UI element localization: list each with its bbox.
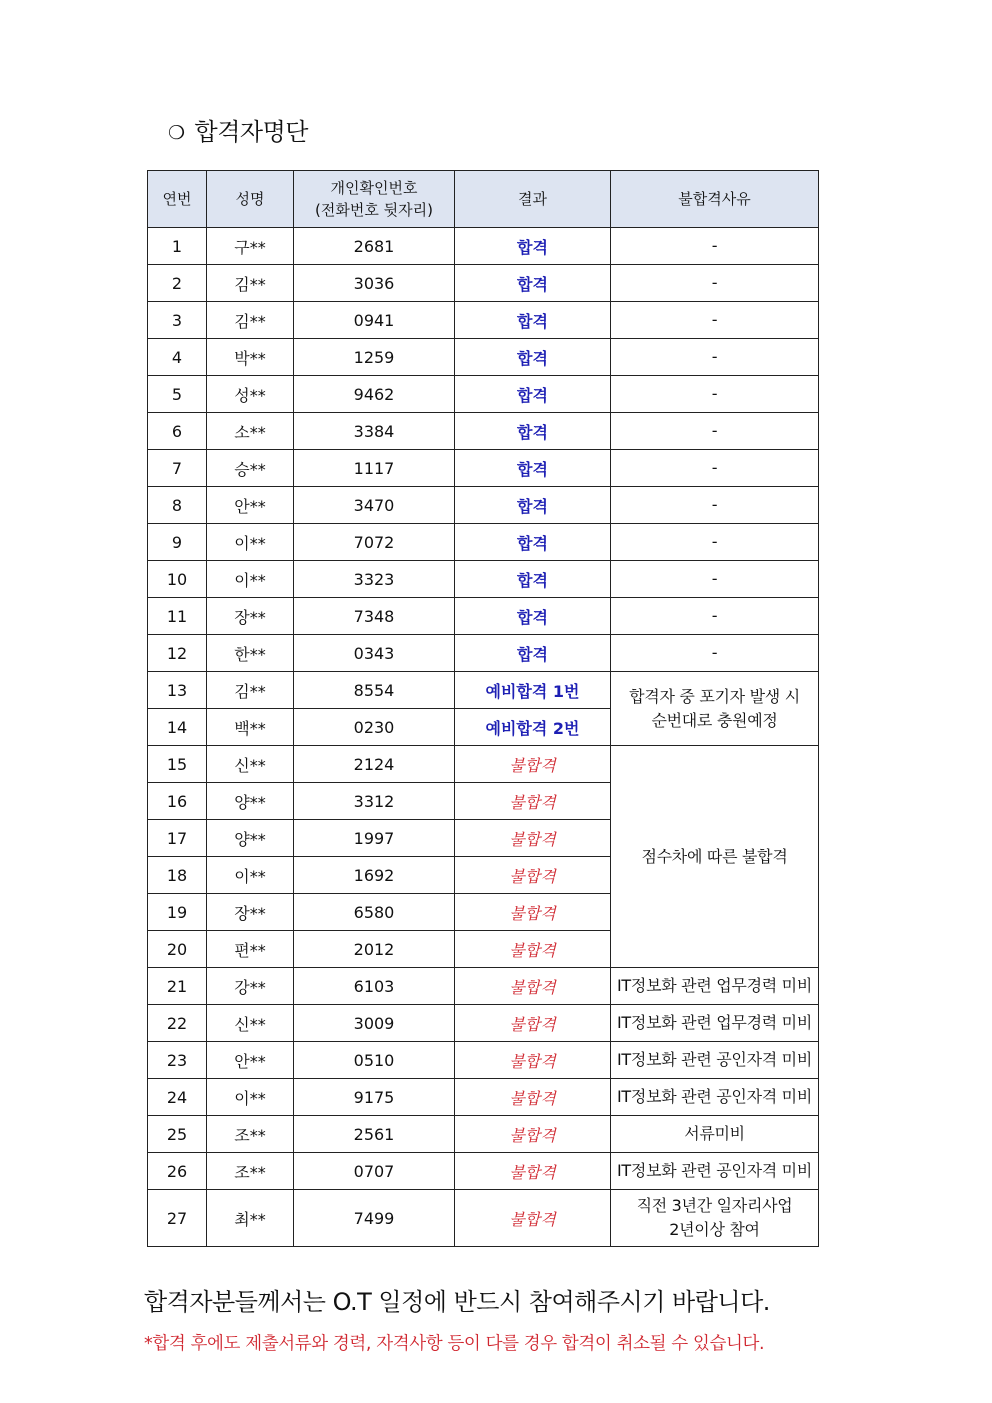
- row-name: 승**: [207, 450, 294, 487]
- header-id-line1: 개인확인번호: [330, 179, 418, 197]
- row-id: 6580: [294, 894, 455, 931]
- row-name: 신**: [207, 746, 294, 783]
- table-row: [148, 1005, 819, 1042]
- row-no: 16: [148, 783, 207, 820]
- reason-line2: 2년이상 참여: [669, 1220, 760, 1239]
- row-reason: IT정보화 관련 업무경력 미비: [611, 968, 819, 1005]
- row-result: 불합격: [455, 931, 611, 968]
- table-row: [148, 635, 819, 672]
- row-name: 이**: [207, 561, 294, 598]
- table-row: [148, 265, 819, 302]
- row-no: 21: [148, 968, 207, 1005]
- row-no: 18: [148, 857, 207, 894]
- row-reason: 서류미비: [611, 1116, 819, 1153]
- row-result: 불합격: [455, 968, 611, 1005]
- row-no: 1: [148, 228, 207, 265]
- table-body: [148, 228, 819, 1247]
- row-no: 13: [148, 672, 207, 709]
- row-result: 합격: [455, 228, 611, 265]
- row-id: 1692: [294, 857, 455, 894]
- row-no: 20: [148, 931, 207, 968]
- row-no: 26: [148, 1153, 207, 1190]
- row-name: 백**: [207, 709, 294, 746]
- row-result: 불합격: [455, 894, 611, 931]
- table-row: [148, 524, 819, 561]
- row-reason: -: [611, 265, 819, 302]
- row-result: 합격: [455, 265, 611, 302]
- table-row: [148, 1042, 819, 1079]
- row-reason: [611, 1190, 819, 1247]
- row-result: 불합격: [455, 1116, 611, 1153]
- row-name: 이**: [207, 1079, 294, 1116]
- table-row: [148, 746, 819, 783]
- row-result: 합격: [455, 524, 611, 561]
- reason-line1: 직전 3년간 일자리사업: [636, 1196, 793, 1215]
- row-reason: IT정보화 관련 공인자격 미비: [611, 1153, 819, 1190]
- row-result: 합격: [455, 302, 611, 339]
- row-reason: -: [611, 339, 819, 376]
- page-title: [168, 112, 308, 147]
- row-reason: -: [611, 635, 819, 672]
- row-name: 이**: [207, 524, 294, 561]
- row-name: 성**: [207, 376, 294, 413]
- row-id: 2561: [294, 1116, 455, 1153]
- row-id: 1259: [294, 339, 455, 376]
- row-name: 강**: [207, 968, 294, 1005]
- row-result: 불합격: [455, 820, 611, 857]
- page-title-text: 합격자명단: [194, 118, 308, 146]
- row-name: 최**: [207, 1190, 294, 1247]
- table-row: [148, 968, 819, 1005]
- row-result: 불합격: [455, 783, 611, 820]
- row-id: 0941: [294, 302, 455, 339]
- row-id: 8554: [294, 672, 455, 709]
- row-name: 장**: [207, 894, 294, 931]
- row-result: 불합격: [455, 1153, 611, 1190]
- circle-bullet-icon: ❍: [168, 122, 185, 144]
- row-name: 편**: [207, 931, 294, 968]
- row-name: 안**: [207, 487, 294, 524]
- row-reason: -: [611, 302, 819, 339]
- table-header-row: [148, 171, 819, 228]
- header-id: [294, 171, 455, 228]
- row-reason: -: [611, 228, 819, 265]
- row-name: 이**: [207, 857, 294, 894]
- row-no: 9: [148, 524, 207, 561]
- row-no: 24: [148, 1079, 207, 1116]
- header-no: 연번: [148, 171, 207, 228]
- row-no: 5: [148, 376, 207, 413]
- row-reason: -: [611, 487, 819, 524]
- header-result: 결과: [455, 171, 611, 228]
- row-result: 불합격: [455, 1190, 611, 1247]
- row-result: 합격: [455, 598, 611, 635]
- row-result: 예비합격 2번: [455, 709, 611, 746]
- row-reason: -: [611, 450, 819, 487]
- table-row: [148, 413, 819, 450]
- row-reason: [611, 672, 819, 746]
- row-no: 17: [148, 820, 207, 857]
- row-id: 3384: [294, 413, 455, 450]
- row-id: 3312: [294, 783, 455, 820]
- row-no: 22: [148, 1005, 207, 1042]
- row-id: 7499: [294, 1190, 455, 1247]
- row-no: 27: [148, 1190, 207, 1247]
- reason-line2: 순번대로 충원예정: [651, 710, 778, 730]
- row-result: 합격: [455, 635, 611, 672]
- row-reason: IT정보화 관련 공인자격 미비: [611, 1079, 819, 1116]
- row-no: 25: [148, 1116, 207, 1153]
- row-result: 합격: [455, 561, 611, 598]
- row-name: 구**: [207, 228, 294, 265]
- row-result: 불합격: [455, 1005, 611, 1042]
- row-reason: -: [611, 598, 819, 635]
- row-name: 신**: [207, 1005, 294, 1042]
- row-id: 2012: [294, 931, 455, 968]
- reason-line1: 합격자 중 포기자 발생 시: [629, 686, 800, 706]
- row-name: 소**: [207, 413, 294, 450]
- row-id: 3009: [294, 1005, 455, 1042]
- row-name: 박**: [207, 339, 294, 376]
- row-result: 불합격: [455, 746, 611, 783]
- row-name: 조**: [207, 1153, 294, 1190]
- row-result: 불합격: [455, 1079, 611, 1116]
- row-id: 0510: [294, 1042, 455, 1079]
- row-name: 김**: [207, 265, 294, 302]
- header-name: 성명: [207, 171, 294, 228]
- row-reason: -: [611, 524, 819, 561]
- row-name: 양**: [207, 783, 294, 820]
- row-id: 9175: [294, 1079, 455, 1116]
- row-no: 7: [148, 450, 207, 487]
- row-name: 양**: [207, 820, 294, 857]
- row-result: 합격: [455, 339, 611, 376]
- row-no: 10: [148, 561, 207, 598]
- ot-notice: 합격자분들께서는 O.T 일정에 반드시 참여해주시기 바랍니다.: [144, 1288, 770, 1316]
- row-id: 3323: [294, 561, 455, 598]
- row-id: 2124: [294, 746, 455, 783]
- row-result: 불합격: [455, 1042, 611, 1079]
- row-no: 3: [148, 302, 207, 339]
- row-id: 3470: [294, 487, 455, 524]
- row-name: 안**: [207, 1042, 294, 1079]
- row-id: 0230: [294, 709, 455, 746]
- row-result: 불합격: [455, 857, 611, 894]
- table-row: [148, 1079, 819, 1116]
- table-row: [148, 228, 819, 265]
- table-row: [148, 672, 819, 709]
- row-reason: IT정보화 관련 공인자격 미비: [611, 1042, 819, 1079]
- row-no: 12: [148, 635, 207, 672]
- row-id: 6103: [294, 968, 455, 1005]
- cancellation-warning: *합격 후에도 제출서류와 경력, 자격사항 등이 다를 경우 합격이 취소될 수 있습니다.: [144, 1334, 765, 1354]
- row-id: 2681: [294, 228, 455, 265]
- table-row: [148, 450, 819, 487]
- row-result: 합격: [455, 413, 611, 450]
- row-id: 0343: [294, 635, 455, 672]
- row-result: 합격: [455, 376, 611, 413]
- row-no: 19: [148, 894, 207, 931]
- row-id: 9462: [294, 376, 455, 413]
- row-id: 7348: [294, 598, 455, 635]
- row-name: 한**: [207, 635, 294, 672]
- table-row: [148, 487, 819, 524]
- row-name: 장**: [207, 598, 294, 635]
- row-id: 3036: [294, 265, 455, 302]
- row-name: 김**: [207, 302, 294, 339]
- row-no: 8: [148, 487, 207, 524]
- header-id-line2: (전화번호 뒷자리): [315, 201, 433, 219]
- header-reason: 불합격사유: [611, 171, 819, 228]
- row-no: 11: [148, 598, 207, 635]
- table-row: [148, 1190, 819, 1247]
- table-row: [148, 339, 819, 376]
- row-no: 15: [148, 746, 207, 783]
- table-row: [148, 1116, 819, 1153]
- row-reason: -: [611, 413, 819, 450]
- row-no: 4: [148, 339, 207, 376]
- row-reason: IT정보화 관련 업무경력 미비: [611, 1005, 819, 1042]
- row-result: 합격: [455, 487, 611, 524]
- row-no: 6: [148, 413, 207, 450]
- row-result: 예비합격 1번: [455, 672, 611, 709]
- row-no: 23: [148, 1042, 207, 1079]
- row-reason: 점수차에 따른 불합격: [611, 746, 819, 968]
- table-row: [148, 598, 819, 635]
- result-table: [147, 170, 819, 1247]
- row-id: 7072: [294, 524, 455, 561]
- row-id: 1997: [294, 820, 455, 857]
- table-row: [148, 1153, 819, 1190]
- row-result: 합격: [455, 450, 611, 487]
- table-row: [148, 302, 819, 339]
- table-row: [148, 561, 819, 598]
- row-no: 2: [148, 265, 207, 302]
- row-id: 0707: [294, 1153, 455, 1190]
- row-reason: -: [611, 376, 819, 413]
- row-no: 14: [148, 709, 207, 746]
- row-reason: -: [611, 561, 819, 598]
- row-id: 1117: [294, 450, 455, 487]
- row-name: 김**: [207, 672, 294, 709]
- row-name: 조**: [207, 1116, 294, 1153]
- table-row: [148, 376, 819, 413]
